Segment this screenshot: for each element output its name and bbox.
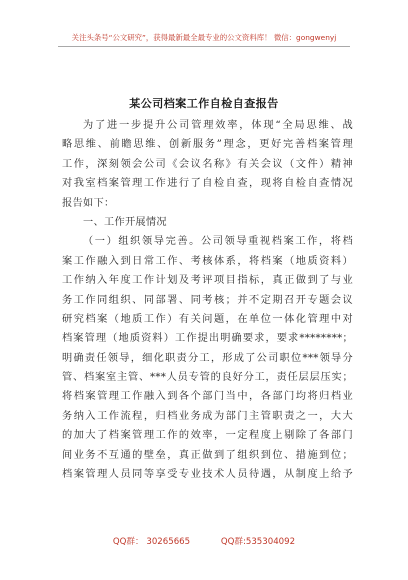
document-title: 某公司档案工作自检自查报告 — [129, 97, 279, 110]
intro-line: 对我室档案管理工作进行了自检自查，现将自检自查情况 — [62, 178, 353, 190]
section-line: 档案管理（地质资料）工作提出明确要求，要求********； — [62, 333, 353, 345]
intro-line: 报告如下： — [62, 197, 115, 209]
section-heading: 一、工作开展情况 — [83, 216, 167, 228]
section-line: 的加大了档案管理工作的效率，一定程度上剔除了各部门 — [62, 430, 353, 442]
section-line: 务工作同组织、同部署、同考核；并不定期召开专题会议 — [62, 294, 353, 306]
section-line: 管、档案室主管、***人员专管的良好分工，责任层层压实； — [62, 372, 353, 384]
intro-paragraph — [62, 116, 353, 484]
section-line: 案工作融入到日常工作、考核体系，将档案（地质资料） — [62, 255, 353, 267]
footer-qq-group-two: QQ群:535304092 — [220, 537, 296, 547]
header-divider — [58, 46, 350, 47]
section-line: 研究档案（地质工作）有关问题，在单位一体化管理中对 — [62, 313, 353, 325]
section-line: 明确责任领导，细化职责分工，形成了公司职位***领导分 — [62, 352, 353, 364]
intro-line: 工作，深刻领会公司《会议名称》有关会议（文件）精神 — [62, 158, 353, 170]
section-line: 间业务不互通的壁垒，真正做到了组织到位、措施到位； — [62, 449, 353, 461]
section-line: 档案管理人员同等享受专业技术人员待遇，从制度上给予 — [62, 469, 353, 481]
intro-line: 略思维、前瞻思维、创新服务”理念，更好完善档案管理 — [62, 139, 353, 151]
footer-contact — [0, 535, 408, 547]
section-line: （一）组织领导完善。公司领导重视档案工作，将档 — [83, 236, 353, 248]
intro-line: 为了进一步提升公司管理效率，体现“全局思维、战 — [83, 120, 353, 131]
section-line: 务纳入工作流程，归档业务成为部门主管职责之一，大大 — [62, 410, 353, 422]
header-promo-text: 关注头条号“公文研究”，获得最新最全最专业的公文资料库！ 微信：gongwenyj — [71, 33, 337, 42]
footer-qq-group-one: QQ群： 30265665 — [112, 537, 191, 547]
section-line: 工作纳入年度工作计划及考评项目指标，真正做到了与业 — [62, 275, 353, 287]
section-line: 将档案管理工作融入到各个部门当中，各部门均将归档业 — [62, 391, 353, 403]
